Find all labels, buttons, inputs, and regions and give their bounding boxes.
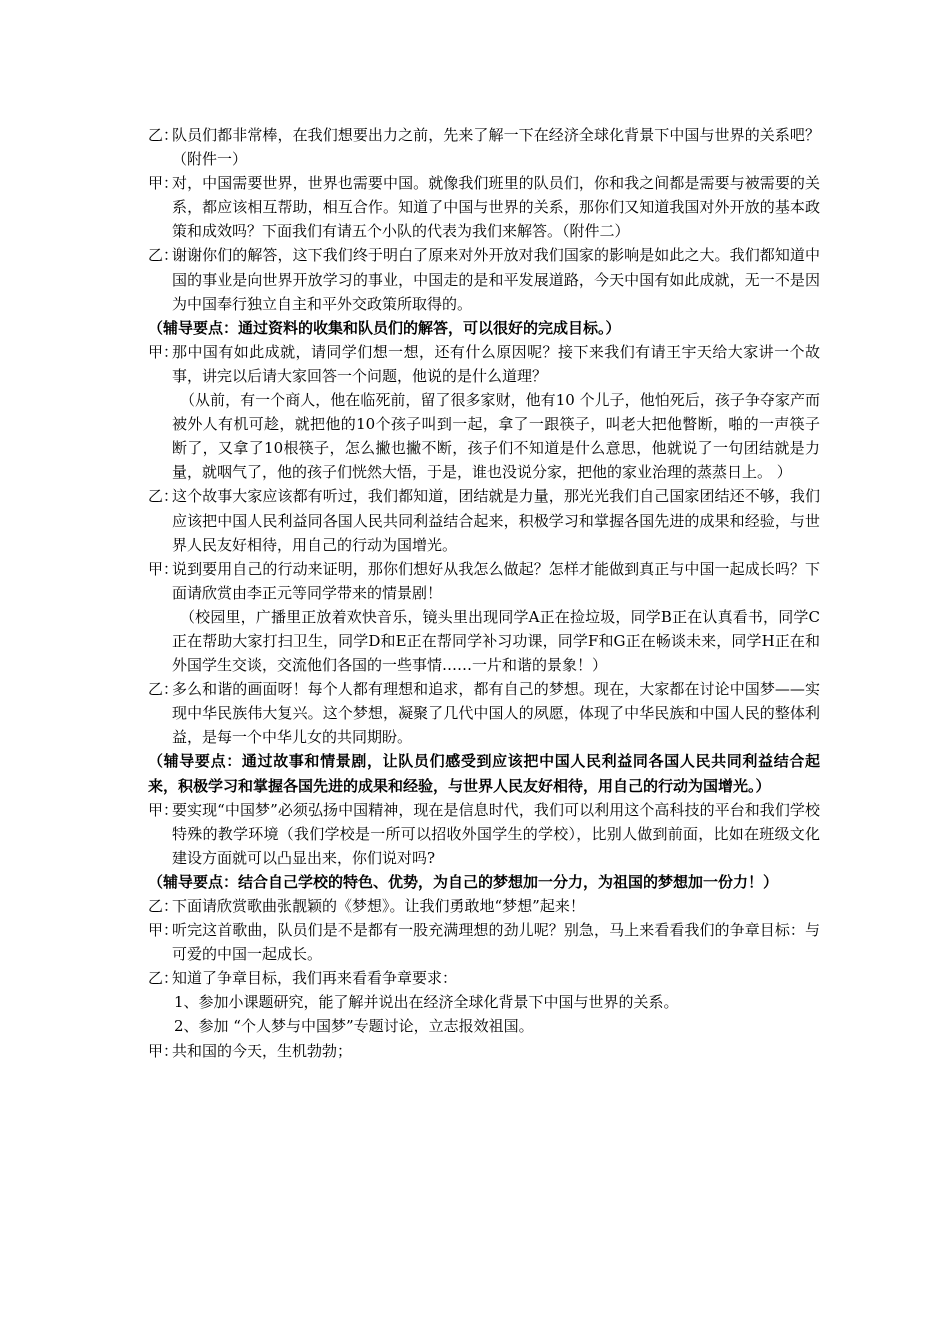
stage-direction: （校园里，广播里正放着欢快音乐，镜头里出现同学A正在捡垃圾，同学B正在认真看书，同学C正在帮助大家打扫卫生，同学D和E正在帮同学补习功课，同学F和G正在畅谈未来，同学H正在和外国学生交谈，交流他们各国的一些事情……一片和谐的景象！）: [172, 607, 820, 675]
speaker-label: 甲：: [148, 1041, 179, 1060]
dialogue-entry: [148, 894, 820, 918]
speaker-label: 甲：: [148, 800, 179, 819]
dialogue-text: [172, 966, 820, 990]
dialogue-entry: [148, 123, 820, 171]
dialogue-text: [172, 557, 820, 677]
dialogue-text: [172, 894, 820, 918]
speaker-label: 乙：: [148, 897, 179, 915]
dialogue-entry: [148, 340, 820, 485]
document-body: [148, 123, 820, 1063]
dialogue-text: [172, 123, 820, 171]
dialogue-paragraph: 对，中国需要世界，世界也需要中国。就像我们班里的队员们，你和我之间都是需要与被需要的关系，都应该相互帮助，相互合作。知道了中国与世界的关系，那你们又知道我国对外开放的基本政策和成效吗？下面我们有请五个小队的代表为我们来解答。（附件二）: [172, 174, 820, 241]
dialogue-text: [172, 1039, 820, 1063]
guidance-note: （辅导要点：通过资料的收集和队员们的解答，可以很好的完成目标。）: [148, 318, 621, 337]
guidance-note: （辅导要点：通过故事和情景剧，让队员们感受到应该把中国人民利益同各国人民共同利益结合起来，积极学习和掌握各国先进的成果和经验，与世界人民友好相待，用自己的行动为国增光。）: [148, 752, 820, 795]
requirement-item: 1、参加小课题研究，能了解并说出在经济全球化背景下中国与世界的关系。: [174, 993, 679, 1012]
dialogue-text: [172, 171, 820, 243]
dialogue-text: [172, 677, 820, 749]
dialogue-paragraph: 说到要用自己的行动来证明，那你们想好从我怎么做起？怎样才能做到真正与中国一起成长吗？下面请欣赏由李正元等同学带来的情景剧！: [172, 559, 820, 602]
dialogue-paragraph: 队员们都非常棒，在我们想要出力之前，先来了解一下在经济全球化背景下中国与世界的关系吧？（附件一）: [172, 126, 820, 169]
speaker-label: 乙：: [148, 246, 179, 265]
dialogue-entry: [148, 171, 820, 243]
dialogue-paragraph: 那中国有如此成就，请同学们想一想，还有什么原因呢？接下来我们有请王宇天给大家讲一个故事，讲完以后请大家回答一个问题，他说的是什么道理？: [172, 342, 820, 385]
dialogue-text: [172, 798, 820, 870]
dialogue-paragraph: 要实现“中国梦”必须弘扬中国精神，现在是信息时代，我们可以利用这个高科技的平台和我们学校特殊的教学环境（我们学校是一所可以招收外国学生的学校），比别人做到前面，比如在班级文化建设方面就可以凸显出来，你们说对吗?: [172, 800, 820, 867]
speaker-label: 甲：: [148, 559, 179, 578]
speaker-label: 甲：: [148, 174, 179, 193]
speaker-label: 甲：: [148, 921, 179, 940]
dialogue-text: [172, 484, 820, 556]
dialogue-text: [172, 243, 820, 315]
dialogue-paragraph: 知道了争章目标，我们再来看看争章要求：: [172, 969, 458, 988]
dialogue-paragraph: 共和国的今天，生机勃勃；: [172, 1041, 353, 1060]
dialogue-entry: [148, 798, 820, 870]
dialogue-entry: [148, 243, 820, 315]
speaker-label: 乙：: [148, 969, 179, 988]
speaker-label: 乙：: [148, 487, 179, 506]
speaker-label: 乙：: [148, 680, 179, 699]
dialogue-entry: [148, 918, 820, 966]
dialogue-entry: [148, 484, 820, 556]
dialogue-paragraph: 听完这首歌曲，队员们是不是都有一股充满理想的劲儿呢？别急，马上来看看我们的争章目标：与可爱的中国一起成长。: [172, 921, 820, 964]
dialogue-paragraph: 这个故事大家应该都有听过，我们都知道，团结就是力量，那光光我们自己国家团结还不够，我们应该把中国人民利益同各国人民共同利益结合起来，积极学习和掌握各国先进的成果和经验，与世界人民友好相待，用自己的行动为国增光。: [172, 487, 820, 554]
dialogue-text: [172, 918, 820, 966]
stage-direction: （从前，有一个商人，他在临死前，留了很多家财，他有10 个儿子，他怕死后，孩子争夺家产而被外人有机可趁，就把他的10个孩子叫到一起，拿了一跟筷子，叫老大把他瞥断，啪的一声筷子断了，又拿了10根筷子，怎么撇也撇不断，孩子们不知道是什么意思，他就说了一句团结就是力量，就咽气了，他的孩子们恍然大悟，于是，谁也没说分家，把他的家业治理的蒸蒸日上。 ）: [172, 391, 820, 482]
dialogue-entry: [148, 557, 820, 677]
guidance-note: （辅导要点：结合自己学校的特色、优势，为自己的梦想加一分力，为祖国的梦想加一份力！）: [148, 872, 779, 891]
dialogue-paragraph: 多么和谐的画面呀！每个人都有理想和追求，都有自己的梦想。现在，大家都在讨论中国梦——实现中华民族伟大复兴。这个梦想，凝聚了几代中国人的夙愿，体现了中华民族和中国人民的整体利益，是每一个中华儿女的共同期盼。: [172, 680, 820, 747]
requirement-item: 2、参加 “个人梦与中国梦”专题讨论，立志报效祖国。: [174, 1017, 534, 1036]
dialogue-paragraph: 谢谢你们的解答，这下我们终于明白了原来对外开放对我们国家的影响是如此之大。我们都知道中国的事业是向世界开放学习的事业，中国走的是和平发展道路，今天中国有如此成就，无一不是因为中国奉行独立自主和平外交政策所取得的。: [172, 246, 820, 313]
dialogue-paragraph: 下面请欣赏歌曲张靓颖的《梦想》。让我们勇敢地“梦想”起来！: [172, 897, 585, 915]
dialogue-entry: [148, 1039, 820, 1063]
speaker-label: 甲：: [148, 342, 179, 361]
speaker-label: 乙：: [148, 126, 179, 144]
dialogue-entry: [148, 677, 820, 749]
dialogue-text: [172, 340, 820, 485]
dialogue-entry: [148, 966, 820, 990]
